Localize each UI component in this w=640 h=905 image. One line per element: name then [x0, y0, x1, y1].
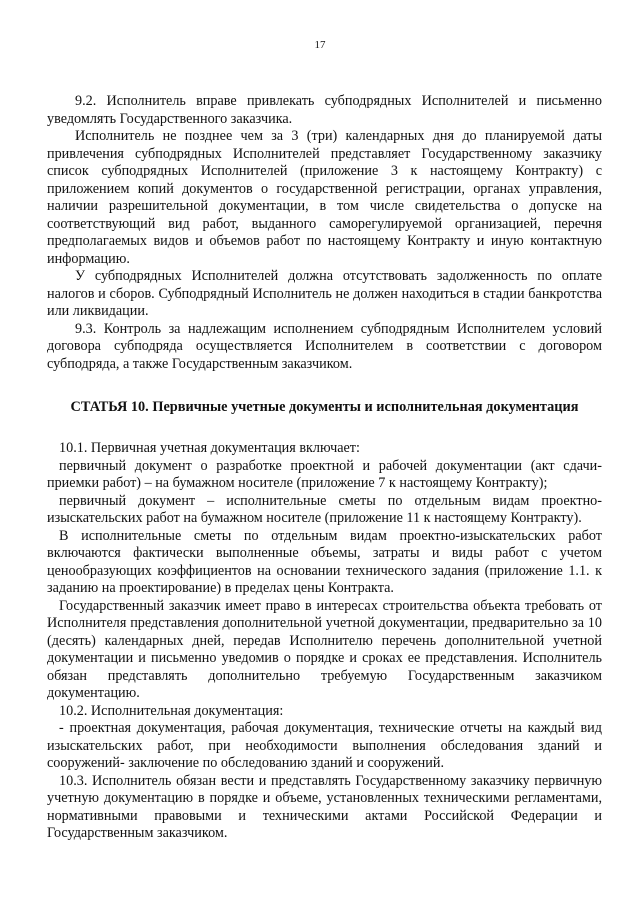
paragraph-10-3: 10.3. Исполнитель обязан вести и представлять Государственному заказчику первичную учетную документацию в порядке и объеме, установленных техническими регламентами, нормативными правовыми и техническими актами Российской Федерации и Государственным заказчиком.: [47, 772, 602, 841]
paragraph-10-2-list: - проектная документация, рабочая документация, технические отчеты на каждый вид изыскательских работ, при необходимости выполнения обследования зданий и сооружений- заключение по обследованию зданий и сооружений.: [47, 720, 602, 771]
section-9: [47, 93, 602, 373]
paragraph-10-2: 10.2. Исполнительная документация:: [59, 702, 284, 719]
paragraph-10-1-additional: Государственный заказчик имеет право в интересах строительства объекта требовать от Исполнителя представления дополнительной учетной документации, предварительно за 10 (десять) календарных дней, передав Исполнителю перечень дополнительной учетной документации и письменно уведомив о порядке и сроках ее представления. Исполнитель обязан представлять дополнительно требуемую Государственным заказчиком документацию.: [47, 597, 602, 701]
page-number: 17: [314, 39, 326, 51]
paragraph-10-1-act: первичный документ о разработке проектной и рабочей документации (акт сдачи-приемки работ) – на бумажном носителе (приложение 7 к настоящему Контракту);: [47, 457, 602, 491]
paragraph-10-1-estimate-contents: В исполнительные сметы по отдельным видам проектно-изыскательских работ включаются фактически выполненные объемы, затраты и виды работ с учетом ценообразующих коэффициентов на основании технического задания (приложение 1.1. к заданию на проектирование) в пределах цены Контракта.: [47, 527, 602, 596]
paragraph-10-1-estimates: первичный документ – исполнительные сметы по отдельным видам проектно-изыскательских работ на бумажном носителе (приложение 11 к настоящему Контракту).: [47, 492, 602, 526]
paragraph-9-3: 9.3. Контроль за надлежащим исполнением субподрядным Исполнителем условий договора субподряда осуществляется Исполнителем в соответствии с договором субподряда, а также Государственным заказчиком.: [47, 320, 602, 372]
paragraph-10-1: 10.1. Первичная учетная документация включает:: [59, 440, 360, 456]
paragraph-9-2-no-debt: У субподрядных Исполнителей должна отсутствовать задолженность по оплате налогов и сборов. Субподрядный Исполнитель не должен находиться в стадии банкротства или ликвидации.: [47, 268, 602, 319]
paragraph-9-2-list-requirement: Исполнитель не позднее чем за 3 (три) календарных дня до планируемой даты привлечения субподрядных Исполнителей представляет Государственному заказчику список субподрядных Исполнителей (приложение 3 к настоящему Контракту) с приложением копий документов о государственной регистрации, органах управления, наличии разрешительной документации, в том числе свидетельства о допуске на соответствующий вид работ, выданного саморегулируемой организацией, перечня предполагаемых видов и объемов работ по настоящему Контракту и иную контактную информацию.: [47, 128, 602, 267]
article-10-body: [47, 440, 602, 843]
article-10-heading: СТАТЬЯ 10. Первичные учетные документы и исполнительная документация: [70, 399, 579, 415]
paragraph-9-2: 9.2. Исполнитель вправе привлекать субподрядных Исполнителей и письменно уведомлять Государственного заказчика.: [47, 93, 602, 127]
